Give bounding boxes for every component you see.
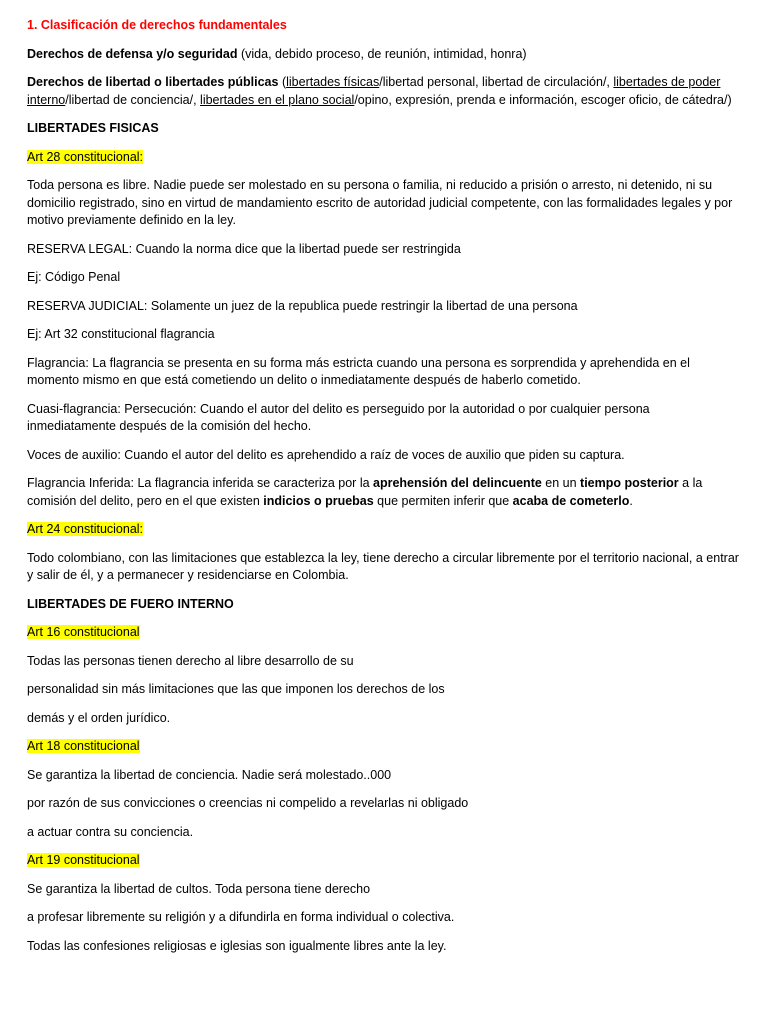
paragraph-derechos-defensa: Derechos de defensa y/o seguridad (vida, debido proceso, de reunión, intimidad, honra)	[27, 46, 527, 61]
article-line-art18: Se garantiza la libertad de conciencia. Nadie será molestado..000	[27, 767, 392, 782]
article-heading-art18: Art 18 constitucional	[27, 739, 140, 753]
paragraph-reserva-legal: RESERVA LEGAL: Cuando la norma dice que la libertad puede ser restringida	[27, 241, 461, 256]
article-heading-art24: Art 24 constitucional:	[27, 522, 144, 536]
article-heading-art16: Art 16 constitucional	[27, 625, 140, 639]
document-page	[27, 17, 739, 966]
example-codigo-penal: Ej: Código Penal	[27, 270, 121, 284]
heading-libertades-fisicas: LIBERTADES FISICAS	[27, 121, 159, 135]
paragraph-cuasi-flagrancia: Cuasi-flagrancia: Persecución: Cuando el autor del delito es perseguido por la autoridad o por cualquier persona inmediatamente después de la comisión del hecho.	[27, 401, 650, 433]
article-line-art16: personalidad sin más limitaciones que las que imponen los derechos de los	[27, 682, 445, 696]
article-text-art24: Todo colombiano, con las limitaciones que establezca la ley, tiene derecho a circular libremente por el territorio nacional, a entrar y salir de él, y a permanecer y residenciarse en Colombia.	[27, 550, 739, 582]
article-heading-art28: Art 28 constitucional:	[27, 149, 144, 164]
paragraph-flagrancia-inferida: Flagrancia Inferida: La flagrancia inferida se caracteriza por la aprehensión del delincuente en un tiempo posterior a la comisión del delito, pero en el que existen indicios o pruebas que permiten inferir que acaba de cometerlo.	[27, 476, 703, 508]
article-line-art19: Se garantiza la libertad de cultos. Toda persona tiene derecho	[27, 881, 371, 896]
underlined-libertades-poder-interno: libertades de poder interno	[27, 75, 721, 107]
term-derechos-libertad: Derechos de libertad o libertades públicas	[27, 75, 279, 89]
example-art32: Ej: Art 32 constitucional flagrancia	[27, 327, 215, 341]
paragraph-voces-auxilio: Voces de auxilio: Cuando el autor del delito es aprehendido a raíz de voces de auxilio que piden su captura.	[27, 447, 625, 462]
paragraph-derechos-libertad: Derechos de libertad o libertades públicas (libertades físicas/libertad personal, libertad de circulación/, libertades de poder interno/libertad de conciencia/, libertades en el plano social/opino, expresión, prenda e información, escoger oficio, de cátedra/)	[27, 75, 732, 107]
article-text-art28: Toda persona es libre. Nadie puede ser molestado en su persona o familia, ni reducido a prisión o arresto, ni detenido, ni su domicilio registrado, sino en virtud de mandamiento escrito de autoridad judicial competente, con las formalidades legales y por motivo previamente definido en la ley.	[27, 178, 733, 227]
term-derechos-defensa: Derechos de defensa y/o seguridad	[27, 46, 238, 61]
article-line-art16: demás y el orden jurídico.	[27, 710, 171, 725]
article-heading-art19: Art 19 constitucional	[27, 853, 140, 867]
article-line-art19: Todas las confesiones religiosas e iglesias son igualmente libres ante la ley.	[27, 938, 447, 953]
article-line-art18: por razón de sus convicciones o creencias ni compelido a revelarlas ni obligado	[27, 796, 469, 810]
section-title: 1. Clasificación de derechos fundamentales	[27, 18, 287, 32]
heading-libertades-fuero-interno: LIBERTADES DE FUERO INTERNO	[27, 596, 234, 611]
paragraph-flagrancia: Flagrancia: La flagrancia se presenta en su forma más estricta cuando una persona es sorprendida y aprehendida en el momento mismo en que está cometiendo un delito o inmediatamente después de haberlo cometido.	[27, 355, 690, 387]
article-line-art18: a actuar contra su conciencia.	[27, 824, 194, 839]
underlined-libertades-plano-social: libertades en el plano social	[200, 92, 355, 107]
article-line-art19: a profesar libremente su religión y a difundirla en forma individual o colectiva.	[27, 910, 455, 924]
article-line-art16: Todas las personas tienen derecho al libre desarrollo de su	[27, 653, 354, 668]
paragraph-reserva-judicial: RESERVA JUDICIAL: Solamente un juez de la republica puede restringir la libertad de una persona	[27, 298, 578, 313]
underlined-libertades-fisicas: libertades físicas	[286, 75, 380, 89]
